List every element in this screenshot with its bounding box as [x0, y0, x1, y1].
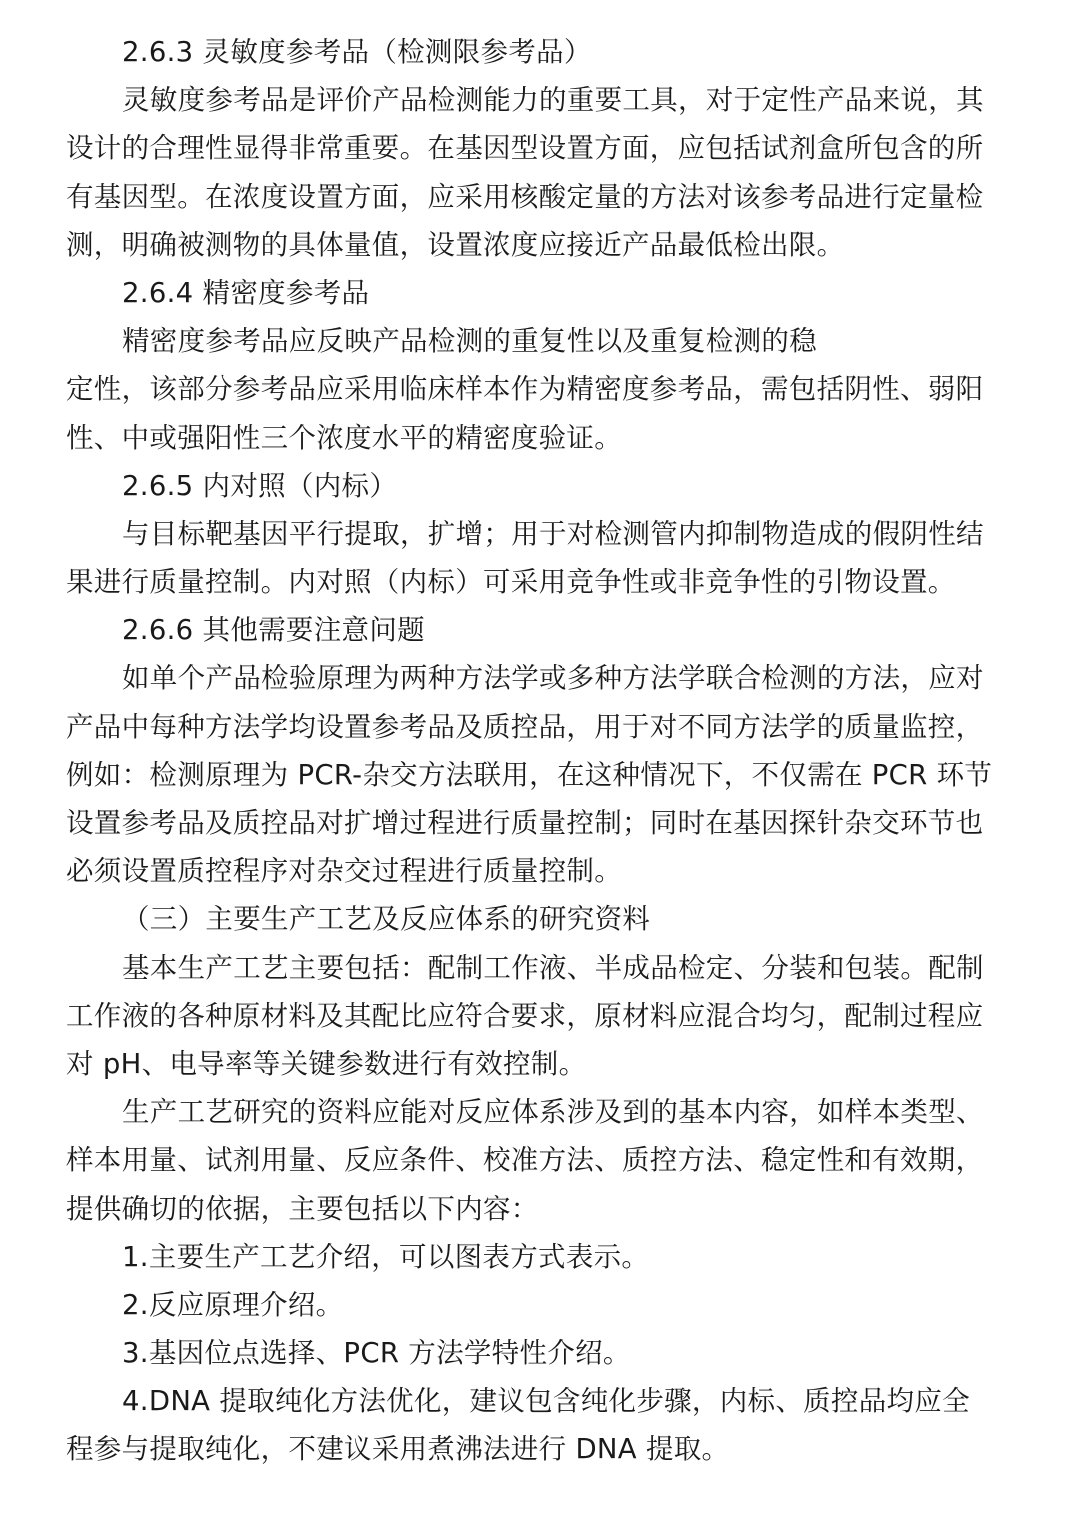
text-line: 如单个产品检验原理为两种方法学或多种方法学联合检测的方法，应对: [122, 662, 984, 695]
text-line: 4.DNA 提取纯化方法优化，建议包含纯化步骤，内标、质控品均应全: [122, 1385, 970, 1418]
text-line: 程参与提取纯化，不建议采用煮沸法进行 DNA 提取。: [66, 1433, 730, 1466]
text-line: 必须设置质控程序对杂交过程进行质量控制。: [66, 855, 622, 888]
text-line: 对 pH、电导率等关键参数进行有效控制。: [66, 1047, 587, 1080]
text-line: 工作液的各种原材料及其配比应符合要求，原材料应混合均匀，配制过程应: [66, 999, 984, 1032]
text-line: 样本用量、试剂用量、反应条件、校准方法、质控方法、稳定性和有效期，: [66, 1144, 984, 1177]
text-line: 2.反应原理介绍。: [122, 1288, 344, 1321]
text-line: 测，明确被测物的具体量值，设置浓度应接近产品最低检出限。: [66, 228, 845, 261]
text-line: 与目标靶基因平行提取，扩增；用于对检测管内抑制物造成的假阴性结: [122, 517, 984, 550]
text-line: 灵敏度参考品是评价产品检测能力的重要工具，对于定性产品来说，其: [122, 84, 984, 117]
text-line: 提供确切的依据，主要包括以下内容：: [66, 1192, 539, 1225]
text-line: 基本生产工艺主要包括：配制工作液、半成品检定、分装和包装。配制: [122, 951, 984, 984]
text-line: 2.6.5 内对照（内标）: [122, 469, 398, 502]
text-line: 精密度参考品应反映产品检测的重复性以及重复检测的稳: [122, 325, 817, 358]
text-line: 2.6.6 其他需要注意问题: [122, 614, 425, 647]
text-line: 设置参考品及质控品对扩增过程进行质量控制；同时在基因探针杂交环节也: [66, 807, 984, 839]
text-line: 2.6.4 精密度参考品: [122, 276, 370, 309]
text-line: 2.6.3 灵敏度参考品（检测限参考品）: [122, 36, 592, 68]
text-line: 例如：检测原理为 PCR-杂交方法联用，在这种情况下，不仅需在 PCR 环节: [66, 758, 993, 791]
text-line: 果进行质量控制。内对照（内标）可采用竞争性或非竞争性的引物设置。: [66, 566, 956, 599]
text-line: （三）主要生产工艺及反应体系的研究资料: [122, 903, 651, 936]
text-line: 有基因型。在浓度设置方面，应采用核酸定量的方法对该参考品进行定量检: [66, 180, 984, 213]
text-line: 产品中每种方法学均设置参考品及质控品，用于对不同方法学的质量监控，: [66, 710, 984, 743]
document-body: [66, 28, 1018, 1474]
text-line: 设计的合理性显得非常重要。在基因型设置方面，应包括试剂盒所包含的所: [66, 132, 984, 165]
text-line: 定性，该部分参考品应采用临床样本作为精密度参考品，需包括阴性、弱阳: [66, 373, 984, 406]
text-line: 3.基因位点选择、PCR 方法学特性介绍。: [122, 1337, 631, 1370]
text-line: 性、中或强阳性三个浓度水平的精密度验证。: [66, 421, 622, 454]
text-line: 生产工艺研究的资料应能对反应体系涉及到的基本内容，如样本类型、: [122, 1096, 984, 1129]
text-line: 1.主要生产工艺介绍，可以图表方式表示。: [122, 1240, 650, 1273]
